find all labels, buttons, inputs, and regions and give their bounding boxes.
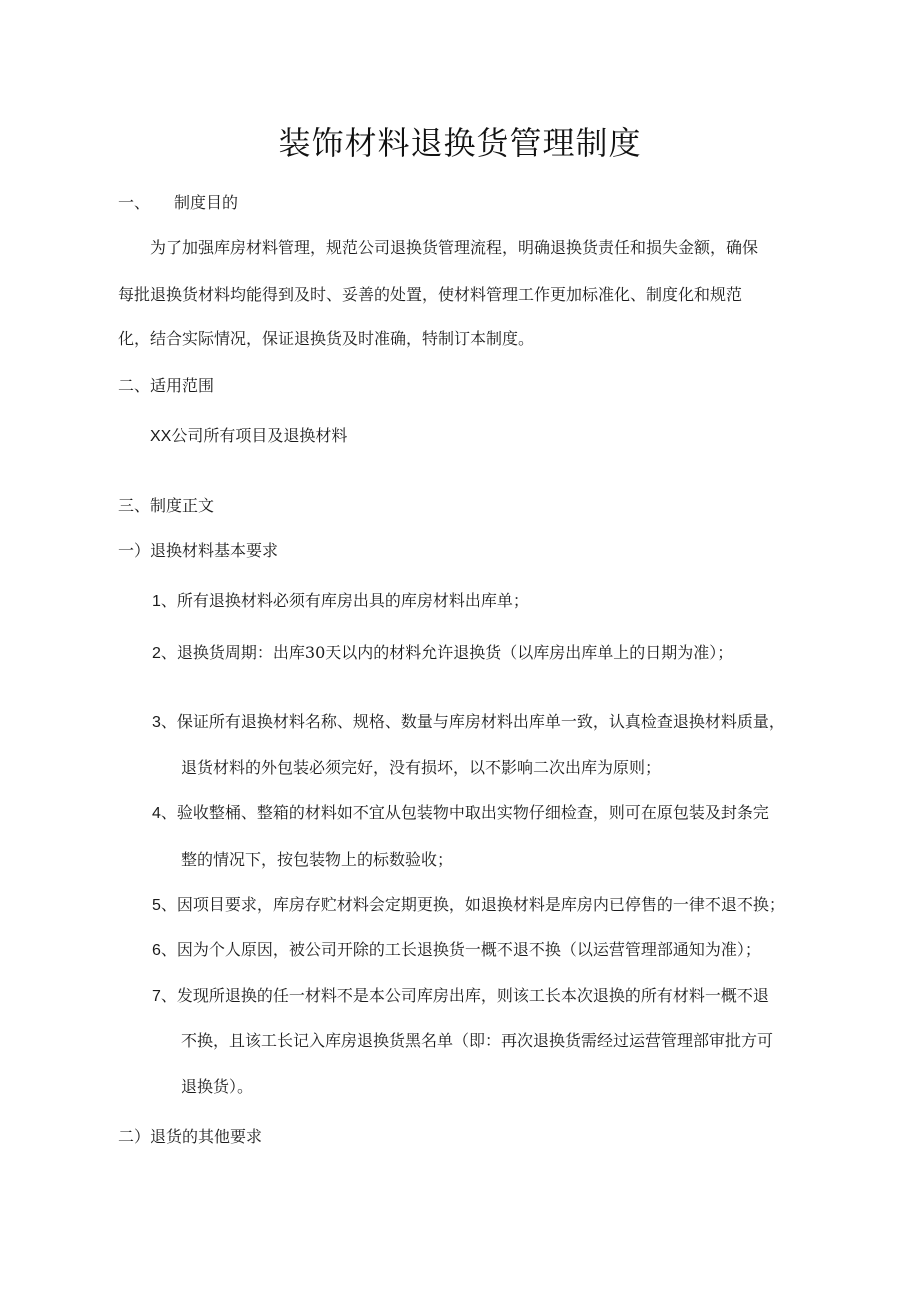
list-item bbox=[152, 986, 769, 1007]
list-item bbox=[152, 591, 529, 612]
list-item-text: 退换货周期：出库30天以内的材料允许退换货（以库房出库单上的日期为准）； bbox=[176, 643, 734, 662]
section-2-content: XX公司所有项目及退换材料 bbox=[150, 428, 348, 445]
subsection-2-heading: 二）退货的其他要求 bbox=[118, 1127, 263, 1146]
list-item-number: 4、 bbox=[152, 805, 177, 822]
list-item-continuation: 退换货）。 bbox=[181, 1077, 254, 1096]
list-item bbox=[152, 803, 769, 824]
list-item-number: 1、 bbox=[152, 593, 177, 610]
section-1-paragraph-line: 为了加强库房材料管理，规范公司退换货管理流程，明确退换货责任和损失金额，确保 bbox=[150, 238, 759, 257]
section-1-number: 一、 bbox=[118, 193, 151, 212]
section-1-paragraph-line: 化，结合实际情况，保证退换货及时准确，特制订本制度。 bbox=[118, 329, 535, 348]
list-item-text: 验收整桶、整箱的材料如不宜从包装物中取出实物仔细检查，则可在原包装及封条完 bbox=[176, 803, 769, 822]
list-item-continuation: 退货材料的外包装必须完好，没有损坏，以不影响二次出库为原则； bbox=[181, 758, 662, 777]
list-item-number: 3、 bbox=[152, 714, 177, 731]
section-1-heading bbox=[118, 193, 238, 213]
list-item-number: 2、 bbox=[152, 645, 177, 662]
section-2-heading: 二、适用范围 bbox=[118, 376, 215, 395]
list-item bbox=[152, 712, 785, 733]
list-item-text: 因为个人原因，被公司开除的工长退换货一概不退不换（以运营管理部通知为准）； bbox=[176, 940, 761, 959]
section-3-heading: 三、制度正文 bbox=[118, 496, 215, 515]
list-item-number: 7、 bbox=[152, 988, 177, 1005]
list-item-continuation: 整的情况下，按包装物上的标数验收； bbox=[181, 850, 454, 869]
list-item-continuation: 不换，且该工长记入库房退换货黑名单（即：再次退换货需经过运营管理部审批方可 bbox=[181, 1031, 774, 1050]
list-item bbox=[152, 940, 761, 961]
list-item-text: 保证所有退换材料名称、规格、数量与库房材料出库单一致，认真检查退换材料质量， bbox=[176, 712, 785, 731]
list-item-number: 5、 bbox=[152, 897, 177, 914]
list-item-text: 所有退换材料必须有库房出具的库房材料出库单； bbox=[176, 591, 529, 610]
list-item-number: 6、 bbox=[152, 942, 177, 959]
document-title: 装饰材料退换货管理制度 bbox=[278, 124, 642, 162]
list-item bbox=[152, 895, 785, 916]
section-1-paragraph-line: 每批退换货材料均能得到及时、妥善的处置，使材料管理工作更加标准化、制度化和规范 bbox=[118, 285, 743, 304]
list-item-text: 发现所退换的任一材料不是本公司库房出库，则该工长本次退换的所有材料一概不退 bbox=[176, 986, 769, 1005]
subsection-1-heading: 一）退换材料基本要求 bbox=[118, 541, 279, 560]
list-item bbox=[152, 643, 733, 664]
section-1-title: 制度目的 bbox=[174, 193, 239, 212]
list-item-text: 因项目要求，库房存贮材料会定期更换，如退换材料是库房内已停售的一律不退不换； bbox=[176, 895, 785, 914]
